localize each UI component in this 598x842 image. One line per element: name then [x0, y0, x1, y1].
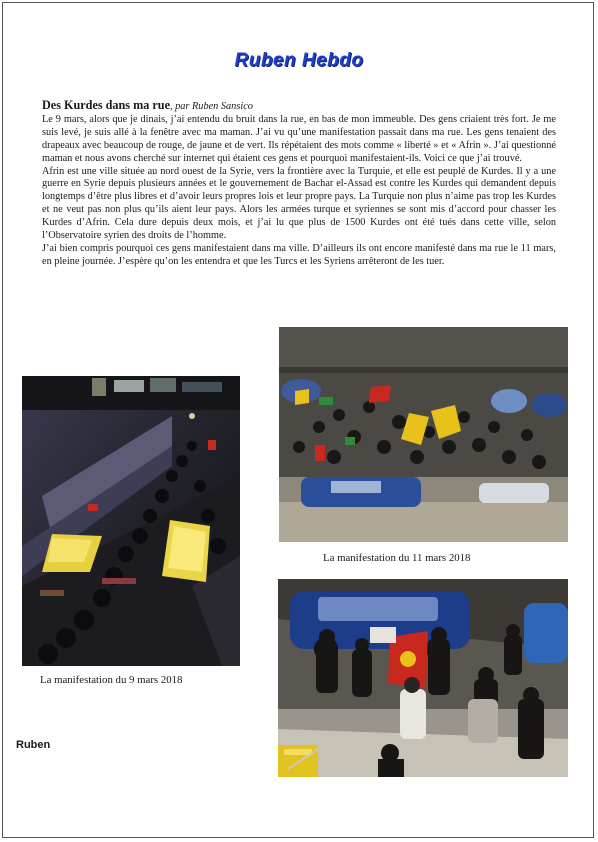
author-signature: Ruben — [16, 739, 51, 751]
article — [42, 99, 556, 269]
article-paragraph: Le 9 mars, alors que je dinais, j’ai entendu du bruit dans la rue, en bas de mon immeuble. Des gens criaient très fort. Je me suis levé, je suis allé à la fenêtre avec ma maman. J’ai vu qu’une manifestation passait dans ma rue. Les gens tenaient des drapeaux avec beaucoup de rouge, de jaune et de vert. Ils répétaient des mots comme « liberté » et « Afrin ». J’ai questionné maman et nous avons cherché sur internet qui étaient ces gens et pourquoi manifestaient-ils. Voici ce que j’ai trouvé. — [42, 113, 556, 164]
article-headline: Des Kurdes dans ma rue — [42, 98, 170, 112]
article-byline: , par Ruben Sansico — [169, 101, 253, 112]
day-demonstration-photo-top — [279, 327, 568, 542]
article-paragraph: J’ai bien compris pourquoi ces gens manifestaient dans ma ville. D’ailleurs ils ont encore manifesté dans ma rue le 11 mars, en pleine journée. J’espère qu’on les entendra et que les Turcs et les Syriens arrêteront de les tuer. — [42, 242, 556, 267]
day-demonstration-photo-bottom — [278, 579, 568, 777]
masthead-title: Ruben Hebdo — [234, 50, 364, 71]
night-demonstration-photo — [22, 376, 240, 666]
article-first-paragraph — [42, 99, 556, 166]
article-paragraph: Afrin est une ville située au nord ouest de la Syrie, vers la frontière avec la Turquie, et elle est peuplé de Kurdes. Il y a une guerre en Syrie depuis plusieurs années et le gouvernement de Bachar el-Assad est contre les Kurdes qui demandent depuis longtemps d’être plus libres et d’avoir leurs propres lois et leur propre pays. La Turquie non plus n’aime pas trop les Kurdes et ne veut pas non plus qu’ils aient leur pays. Alors les armées turque et syriennes se sont mis d’accord pour chasser les Kurdes d’Afrin. Cela dure depuis deux mois, et j’ai lu que plus de 1500 Kurdes ont été tués dans cette ville, selon l’Observatoire syrien des droits de l’homme. — [42, 165, 556, 242]
day-photo-caption: La manifestation du 11 mars 2018 — [323, 552, 471, 564]
night-photo-caption: La manifestation du 9 mars 2018 — [40, 674, 183, 686]
